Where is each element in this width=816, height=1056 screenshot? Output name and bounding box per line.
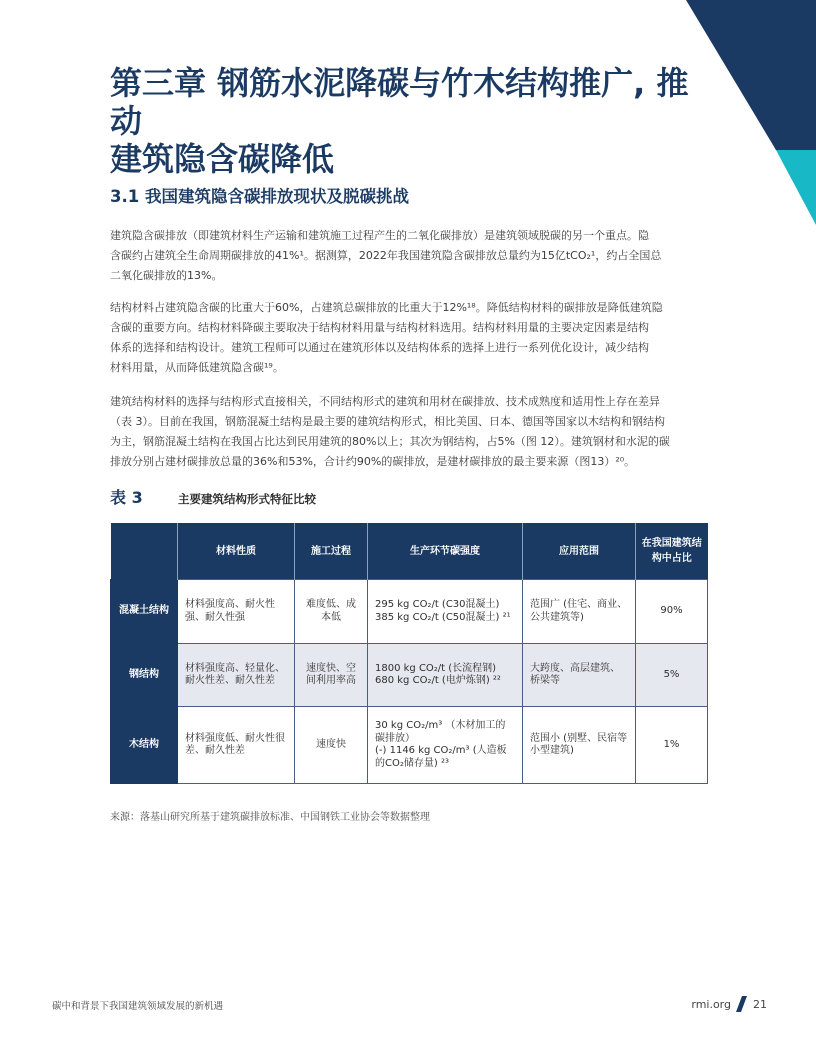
chapter-title xyxy=(110,64,710,178)
table-cell xyxy=(368,580,523,644)
cell-line: (-) 1146 kg CO₂/m³ (人造板的CO₂储存量) ²³ xyxy=(375,745,507,769)
table-row xyxy=(111,707,708,784)
paragraph-line: 排放分别占建材碳排放总量的36%和53%，合计约90%的碳排放，是建材碳排放的最主要来源（图13）²⁰。 xyxy=(110,455,636,468)
paragraph-line: 二氧化碳排放的13%。 xyxy=(110,269,223,282)
cell-line: 385 kg CO₂/t (C50混凝土) ²¹ xyxy=(375,611,511,623)
header-cell: 应用范围 xyxy=(523,523,636,580)
paragraph-line: 含碳约占建筑全生命周期碳排放的41%¹。据测算，2022年我国建筑隐含碳排放总量约为15亿tCO₂¹，约占全国总 xyxy=(110,249,662,262)
table-cell: 速度快、空间利用率高 xyxy=(295,644,368,707)
table-cell: 材料强度低、耐火性很差、耐久性差 xyxy=(178,707,295,784)
paragraph-line: 建筑结构材料的选择与结构形式直接相关，不同结构形式的建筑和用材在碳排放、技术成熟度和适用性上存在差异 xyxy=(110,395,660,408)
table-cell: 大跨度、高层建筑、桥梁等 xyxy=(523,644,636,707)
footer-site-link[interactable]: rmi.org xyxy=(691,997,731,1011)
table-cell: 范围小 (别墅、民宿等小型建筑) xyxy=(523,707,636,784)
cell-line: 1800 kg CO₂/t (长流程钢) xyxy=(375,662,497,674)
chapter-title-line2: 建筑隐含碳降低 xyxy=(110,140,335,178)
footer-report-title: 碳中和背景下我国建筑领域发展的新机遇 xyxy=(52,1001,224,1012)
paragraph-line: 为主，钢筋混凝土结构在我国占比达到民用建筑的80%以上；其次为钢结构，占5%（图 12）。建筑钢材和水泥的碳 xyxy=(110,435,670,448)
header-cell: 生产环节碳强度 xyxy=(368,523,523,580)
row-header: 木结构 xyxy=(111,707,178,784)
table-cell xyxy=(368,644,523,707)
slash-divider-icon xyxy=(735,996,749,1012)
table-cell xyxy=(368,707,523,784)
table-cell: 90% xyxy=(636,580,708,644)
table-cell: 1% xyxy=(636,707,708,784)
section-title: 3.1 我国建筑隐含碳排放现状及脱碳挑战 xyxy=(110,187,409,206)
page-number: 21 xyxy=(753,997,767,1011)
table-row xyxy=(111,580,708,644)
table-title: 主要建筑结构形式特征比较 xyxy=(178,492,316,506)
table-number: 表 3 xyxy=(110,488,143,507)
paragraph-line: 结构材料占建筑隐含碳的比重大于60%，占建筑总碳排放的比重大于12%¹⁸。降低结构材料的碳排放是降低建筑隐 xyxy=(110,301,663,314)
row-header: 钢结构 xyxy=(111,644,178,707)
table-header-row xyxy=(111,523,708,580)
table-cell: 材料强度高、耐火性强、耐久性强 xyxy=(178,580,295,644)
header-cell: 施工过程 xyxy=(295,523,368,580)
header-cell: 材料性质 xyxy=(178,523,295,580)
header-cell: 在我国建筑结构中占比 xyxy=(636,523,708,580)
table-cell: 难度低、成本低 xyxy=(295,580,368,644)
paragraph-2 xyxy=(110,298,708,378)
footer-page-info xyxy=(691,996,767,1012)
table-row xyxy=(111,644,708,707)
cell-line: 680 kg CO₂/t (电炉炼钢) ²² xyxy=(375,675,501,686)
cell-line: 295 kg CO₂/t (C30混凝土) xyxy=(375,599,500,610)
paragraph-line: 建筑隐含碳排放（即建筑材料生产运输和建筑施工过程产生的二氧化碳排放）是建筑领域脱碳的另一个重点。隐 xyxy=(110,229,649,242)
paragraph-1 xyxy=(110,226,708,286)
cell-line: 30 kg CO₂/m³ （木材加工的碳排放） xyxy=(375,720,506,744)
paragraph-line: （表 3）。目前在我国，钢筋混凝土结构是最主要的建筑结构形式，相比美国、日本、德国等国家以木结构和钢结构 xyxy=(110,415,665,428)
row-header: 混凝土结构 xyxy=(111,580,178,644)
paragraph-line: 含碳的重要方向。结构材料降碳主要取决于结构材料用量与结构材料选用。结构材料用量的主要决定因素是结构 xyxy=(110,321,649,334)
paragraph-line: 材料用量，从而降低建筑隐含碳¹⁹。 xyxy=(110,361,284,374)
table-cell: 速度快 xyxy=(295,707,368,784)
paragraph-3 xyxy=(110,392,708,472)
header-cell xyxy=(111,523,178,580)
chapter-title-line1: 第三章 钢筋水泥降碳与竹木结构推广, 推动 xyxy=(110,64,689,140)
table-cell: 材料强度高、轻量化、耐火性差、耐久性差 xyxy=(178,644,295,707)
paragraph-line: 体系的选择和结构设计。建筑工程师可以通过在建筑形体以及结构体系的选择上进行一系列优化设计，减少结构 xyxy=(110,341,649,354)
comparison-table xyxy=(110,523,708,784)
table-cell: 范围广 (住宅、商业、公共建筑等) xyxy=(523,580,636,644)
source-note: 来源：落基山研究所基于建筑碳排放标准、中国钢铁工业协会等数据整理 xyxy=(110,812,430,823)
table-cell: 5% xyxy=(636,644,708,707)
table-caption xyxy=(110,485,316,508)
